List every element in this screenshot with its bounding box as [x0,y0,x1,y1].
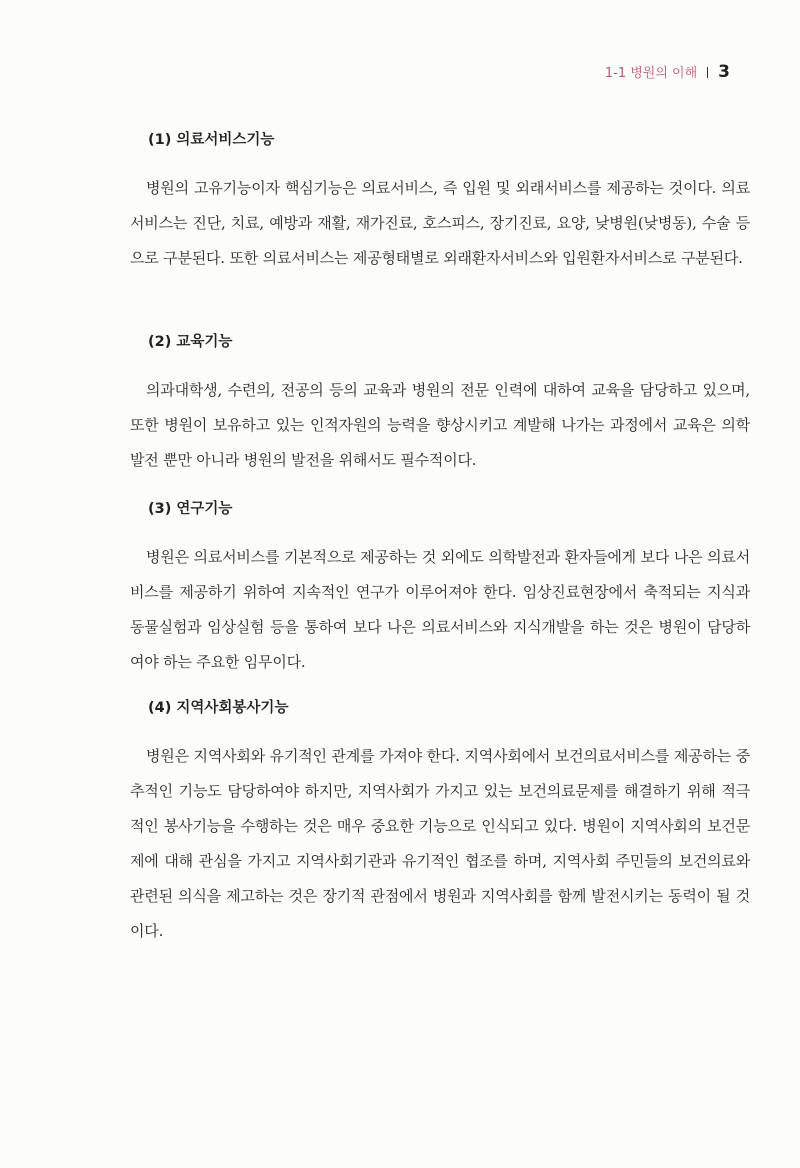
page-number: 3 [718,62,730,82]
section-medical-service [130,128,750,276]
section-education [130,330,750,478]
running-header [605,62,730,82]
section-body: 병원은 지역사회와 유기적인 관계를 가져야 한다. 지역사회에서 보건의료서비스를 제공하는 중추적인 기능도 담당하여야 하지만, 지역사회가 가지고 있는 보건의료문제를 해결하기 위해 적극적인 봉사기능을 수행하는 것은 매우 중요한 기능으로 인식되고 있다. 병원이 지역사회의 보건문제에 대해 관심을 가지고 지역사회기관과 유기적인 협조를 하며, 지역사회 주민들의 보건의료와 관련된 의식을 제고하는 것은 장기적 관점에서 병원과 지역사회를 함께 발전시키는 동력이 될 것이다. [130,747,750,940]
section-body: 의과대학생, 수련의, 전공의 등의 교육과 병원의 전문 인력에 대하여 교육을 담당하고 있으며, 또한 병원이 보유하고 있는 인적자원의 능력을 향상시키고 계발해 나가는 과정에서 교육은 의학발전 뿐만 아니라 병원의 발전을 위해서도 필수적이다. [130,381,750,469]
header-divider [707,67,708,78]
section-heading: (4) 지역사회봉사기능 [148,700,289,716]
section-body: 병원은 의료서비스를 기본적으로 제공하는 것 외에도 의학발전과 환자들에게 보다 나은 의료서비스를 제공하기 위하여 지속적인 연구가 이루어져야 한다. 임상진료현장에서 축적되는 지식과 동물실험과 임상실험 등을 통하여 보다 나은 의료서비스와 지식개발을 하는 것은 병원이 담당하여야 하는 주요한 임무이다. [130,548,750,671]
section-research [130,497,750,680]
section-heading: (2) 교육기능 [148,334,233,350]
chapter-title: 1-1 병원의 이해 [604,66,698,81]
section-community-service [130,696,750,949]
section-heading: (1) 의료서비스기능 [148,132,275,148]
section-heading: (3) 연구기능 [148,501,233,517]
section-body: 병원의 고유기능이자 핵심기능은 의료서비스, 즉 입원 및 외래서비스를 제공하는 것이다. 의료서비스는 진단, 치료, 예방과 재활, 재가진료, 호스피스, 장기진료, 요양, 낮병원(낮병동), 수술 등으로 구분된다. 또한 의료서비스는 제공형태별로 외래환자서비스와 입원환자서비스로 구분된다. [130,179,750,267]
